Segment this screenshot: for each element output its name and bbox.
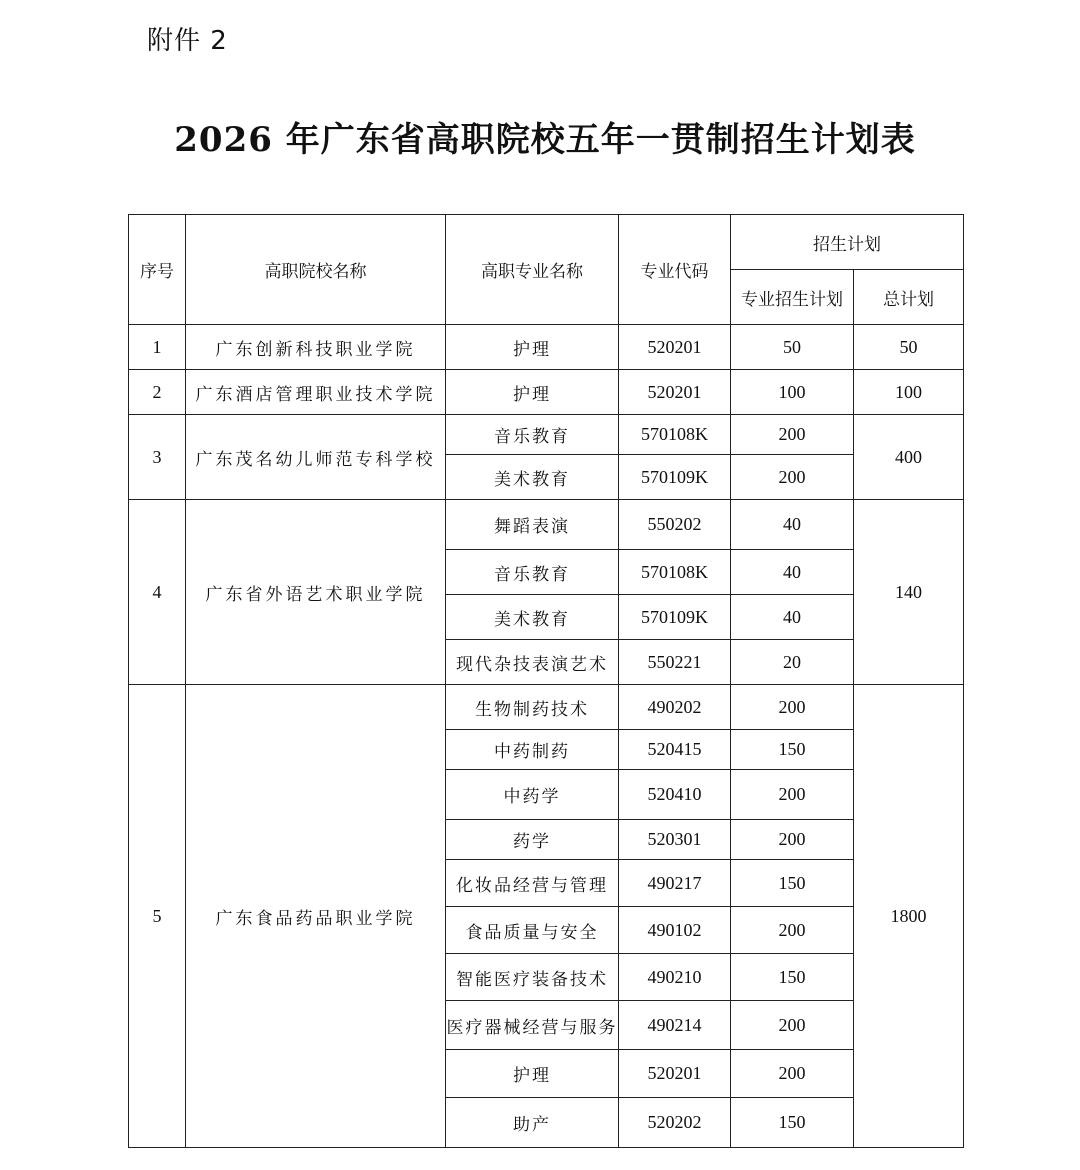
major-code: 570109K bbox=[619, 455, 731, 500]
row-index: 5 bbox=[129, 685, 186, 1148]
enrollment-plan-table bbox=[128, 214, 964, 1148]
major-name: 助产 bbox=[446, 1098, 619, 1148]
major-code: 520410 bbox=[619, 770, 731, 820]
major-plan: 200 bbox=[731, 1001, 854, 1050]
table-header bbox=[129, 215, 964, 325]
major-plan: 200 bbox=[731, 685, 854, 730]
header-major-plan: 专业招生计划 bbox=[731, 270, 854, 325]
school-name: 广东创新科技职业学院 bbox=[186, 325, 446, 370]
major-name: 护理 bbox=[446, 1050, 619, 1098]
header-plan-group: 招生计划 bbox=[731, 215, 964, 270]
major-plan: 200 bbox=[731, 907, 854, 954]
major-plan: 200 bbox=[731, 820, 854, 860]
header-major: 高职专业名称 bbox=[446, 215, 619, 325]
major-plan: 40 bbox=[731, 595, 854, 640]
school-name: 广东食品药品职业学院 bbox=[186, 685, 446, 1148]
attachment-label: 附件 2 bbox=[147, 26, 228, 56]
school-name: 广东省外语艺术职业学院 bbox=[186, 500, 446, 685]
major-plan: 150 bbox=[731, 860, 854, 907]
major-plan: 200 bbox=[731, 770, 854, 820]
major-name: 美术教育 bbox=[446, 595, 619, 640]
header-code: 专业代码 bbox=[619, 215, 731, 325]
major-code: 520201 bbox=[619, 370, 731, 415]
major-name: 美术教育 bbox=[446, 455, 619, 500]
major-code: 490210 bbox=[619, 954, 731, 1001]
major-plan: 40 bbox=[731, 550, 854, 595]
major-code: 520202 bbox=[619, 1098, 731, 1148]
major-code: 520415 bbox=[619, 730, 731, 770]
major-name: 音乐教育 bbox=[446, 415, 619, 455]
table-row bbox=[129, 370, 964, 415]
header-total-plan: 总计划 bbox=[854, 270, 964, 325]
table-row bbox=[129, 415, 964, 455]
major-name: 现代杂技表演艺术 bbox=[446, 640, 619, 685]
major-plan: 200 bbox=[731, 415, 854, 455]
major-plan: 200 bbox=[731, 1050, 854, 1098]
major-code: 570108K bbox=[619, 550, 731, 595]
major-code: 520201 bbox=[619, 325, 731, 370]
row-index: 2 bbox=[129, 370, 186, 415]
total-plan: 400 bbox=[854, 415, 964, 500]
major-plan: 20 bbox=[731, 640, 854, 685]
school-name: 广东茂名幼儿师范专科学校 bbox=[186, 415, 446, 500]
total-plan: 50 bbox=[854, 325, 964, 370]
header-school: 高职院校名称 bbox=[186, 215, 446, 325]
table-body bbox=[129, 325, 964, 1148]
table-row bbox=[129, 500, 964, 550]
major-name: 护理 bbox=[446, 370, 619, 415]
row-index: 3 bbox=[129, 415, 186, 500]
row-index: 1 bbox=[129, 325, 186, 370]
major-name: 化妆品经营与管理 bbox=[446, 860, 619, 907]
major-plan: 200 bbox=[731, 455, 854, 500]
major-code: 490202 bbox=[619, 685, 731, 730]
major-plan: 100 bbox=[731, 370, 854, 415]
table-row bbox=[129, 325, 964, 370]
major-code: 570108K bbox=[619, 415, 731, 455]
major-name: 药学 bbox=[446, 820, 619, 860]
total-plan: 100 bbox=[854, 370, 964, 415]
major-name: 智能医疗装备技术 bbox=[446, 954, 619, 1001]
major-code: 550221 bbox=[619, 640, 731, 685]
header-index: 序号 bbox=[129, 215, 186, 325]
major-plan: 40 bbox=[731, 500, 854, 550]
table-row bbox=[129, 685, 964, 730]
major-code: 570109K bbox=[619, 595, 731, 640]
major-plan: 150 bbox=[731, 730, 854, 770]
total-plan: 1800 bbox=[854, 685, 964, 1148]
major-name: 音乐教育 bbox=[446, 550, 619, 595]
major-code: 550202 bbox=[619, 500, 731, 550]
major-name: 护理 bbox=[446, 325, 619, 370]
document-title: 2026 年广东省高职院校五年一贯制招生计划表 bbox=[174, 120, 916, 160]
total-plan: 140 bbox=[854, 500, 964, 685]
row-index: 4 bbox=[129, 500, 186, 685]
major-plan: 50 bbox=[731, 325, 854, 370]
major-code: 520301 bbox=[619, 820, 731, 860]
school-name: 广东酒店管理职业技术学院 bbox=[186, 370, 446, 415]
major-name: 中药学 bbox=[446, 770, 619, 820]
major-name: 医疗器械经营与服务 bbox=[446, 1001, 619, 1050]
major-name: 中药制药 bbox=[446, 730, 619, 770]
major-code: 490102 bbox=[619, 907, 731, 954]
major-name: 生物制药技术 bbox=[446, 685, 619, 730]
major-code: 490217 bbox=[619, 860, 731, 907]
major-plan: 150 bbox=[731, 1098, 854, 1148]
major-name: 食品质量与安全 bbox=[446, 907, 619, 954]
major-code: 490214 bbox=[619, 1001, 731, 1050]
major-plan: 150 bbox=[731, 954, 854, 1001]
major-name: 舞蹈表演 bbox=[446, 500, 619, 550]
major-code: 520201 bbox=[619, 1050, 731, 1098]
